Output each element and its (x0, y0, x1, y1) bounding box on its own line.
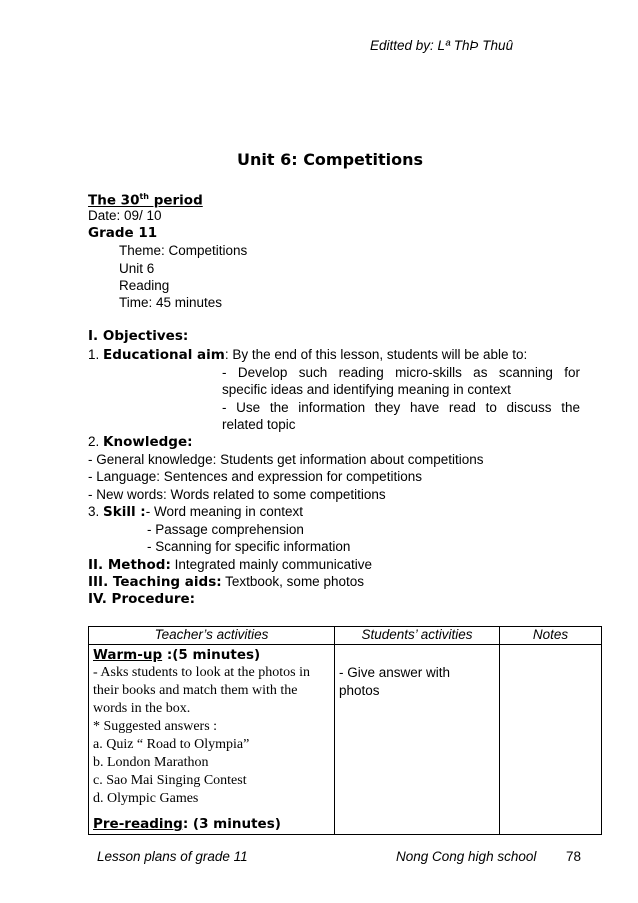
method-text: Integrated mainly communicative (170, 557, 372, 572)
footer-left: Lesson plans of grade 11 (97, 849, 248, 864)
edu-label: Educational aim (103, 347, 225, 363)
method-line (88, 556, 372, 574)
skill-point: - Passage comprehension (147, 522, 304, 537)
edu-point: specific ideas and identifying meaning in context (222, 382, 511, 397)
table-row (89, 645, 602, 835)
period-sup: th (139, 192, 149, 201)
meta-unit: Unit 6 (119, 261, 155, 276)
editor-credit: Editted by: Lª ThÞ Thuû (370, 38, 514, 53)
edu-text: : By the end of this lesson, students will be able to: (224, 347, 528, 362)
meta-time: Time: 45 minutes (119, 295, 223, 310)
skill-point: - Scanning for specific information (147, 539, 351, 554)
footer-school: Nong Cong high school (396, 849, 537, 864)
warmup-label: Warm-up (93, 647, 163, 663)
period-prefix: The 30 (88, 192, 140, 209)
skill-line (88, 503, 303, 521)
procedure-table (88, 626, 602, 835)
edu-point: - Use the information they have read to discuss the (222, 400, 580, 415)
aids-text: Textbook, some photos (221, 574, 364, 589)
student-line: photos (339, 683, 380, 698)
notes-cell (500, 645, 602, 835)
skill-label: Skill : (103, 504, 146, 520)
col-header-teacher: Teacher’s activities (89, 627, 335, 645)
educational-aim-line (88, 346, 527, 364)
warmup-heading (93, 646, 330, 664)
student-line: - Give answer with (339, 665, 451, 680)
page-number: 78 (566, 849, 582, 864)
prereading-label: Pre-reading (93, 816, 183, 832)
aids-label: III. Teaching aids: (88, 574, 222, 590)
know-label: Knowledge: (103, 434, 193, 450)
meta-skill: Reading (119, 278, 170, 293)
teacher-line: words in the box. (93, 701, 191, 716)
prereading-time: : (3 minutes) (182, 816, 281, 832)
teacher-line: - Asks students to look at the photos in (93, 665, 310, 680)
col-header-notes: Notes (500, 627, 602, 645)
teacher-line: d. Olympic Games (93, 791, 199, 806)
teacher-line: b. London Marathon (93, 755, 209, 770)
teacher-line: * Suggested answers : (93, 719, 218, 734)
procedure-heading: IV. Procedure: (88, 591, 196, 607)
teacher-activities-cell (89, 645, 335, 835)
grade-label: Grade 11 (88, 225, 158, 241)
know-num: 2. (88, 434, 104, 449)
page-title: Unit 6: Competitions (237, 150, 424, 169)
period-suffix: period (149, 192, 203, 209)
edu-num: 1. (88, 347, 104, 362)
knowledge-line (88, 433, 193, 451)
meta-theme: Theme: Competitions (119, 243, 248, 258)
aids-line (88, 573, 364, 591)
students-activities-cell (335, 645, 500, 835)
knowledge-point: - Language: Sentences and expression for competitions (88, 469, 422, 484)
method-label: II. Method: (88, 557, 171, 573)
edu-point: related topic (222, 417, 296, 432)
knowledge-point: - General knowledge: Students get information about competitions (88, 452, 484, 467)
skill-first: - Word meaning in context (145, 504, 304, 519)
teacher-line: their books and match them with the (93, 683, 298, 698)
objectives-heading: I. Objectives: (88, 328, 189, 344)
prereading-heading (93, 815, 330, 833)
warmup-time: :(5 minutes) (162, 647, 261, 663)
knowledge-point: - New words: Words related to some competitions (88, 487, 386, 502)
lesson-date: Date: 09/ 10 (88, 208, 162, 223)
table-header-row (89, 627, 602, 645)
teacher-line: c. Sao Mai Singing Contest (93, 773, 247, 788)
teacher-line: a. Quiz “ Road to Olympia” (93, 737, 250, 752)
col-header-students: Students’ activities (335, 627, 500, 645)
edu-point: - Develop such reading micro-skills as scanning for (222, 365, 580, 380)
skill-num: 3. (88, 504, 104, 519)
